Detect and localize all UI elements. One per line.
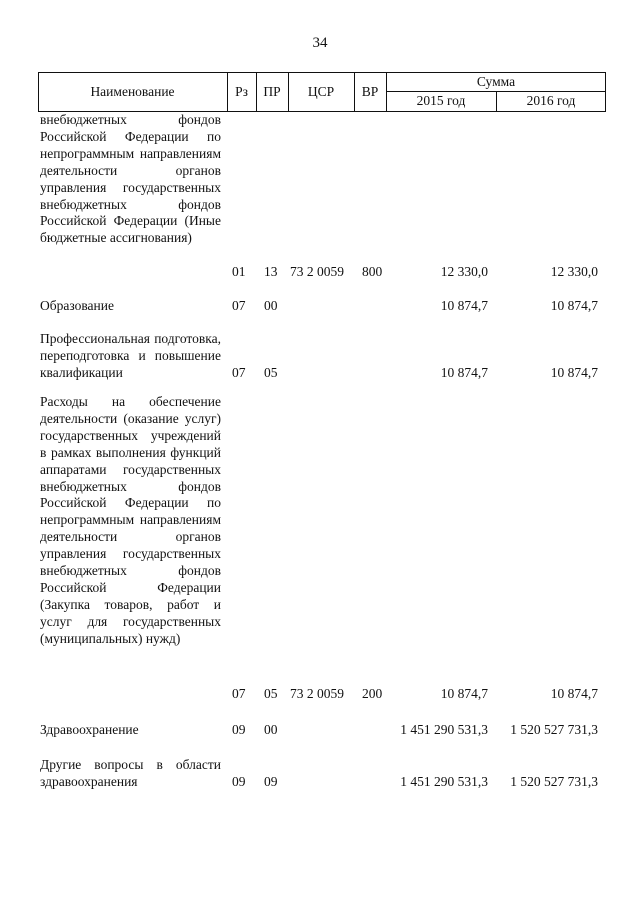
- row-csr: 73 2 0059: [290, 686, 344, 701]
- row-sum-2016: 12 330,0: [550, 264, 598, 279]
- row-sum-2015: 10 874,7: [440, 365, 488, 380]
- header-rz: Рз: [235, 84, 248, 99]
- row-sum-2015: 1 451 290 531,3: [400, 774, 488, 789]
- row-sum-2016: 10 874,7: [550, 365, 598, 380]
- row-rz: 07: [232, 298, 246, 313]
- row-rz: 01: [232, 264, 246, 279]
- row-sum-2015: 10 874,7: [440, 686, 488, 701]
- row-name: Здравоохранение: [40, 722, 139, 737]
- row-pr: 05: [264, 365, 278, 380]
- header-top-border: [38, 72, 606, 73]
- row-sum-2015: 12 330,0: [440, 264, 488, 279]
- row-sum-2016: 1 520 527 731,3: [510, 774, 598, 789]
- row-name: Образование: [40, 298, 114, 313]
- row-rz: 09: [232, 722, 246, 737]
- header-vr: ВР: [361, 84, 379, 99]
- row-sum-2015: 1 451 290 531,3: [400, 722, 488, 737]
- table-header: [38, 72, 606, 112]
- header-year-2015: 2015 год: [416, 93, 466, 108]
- row-vr: 800: [362, 264, 383, 279]
- page-number: 34: [312, 35, 328, 51]
- header-csr: ЦСР: [307, 84, 335, 99]
- row-pr: 00: [264, 298, 278, 313]
- row-sum-2016: 1 520 527 731,3: [510, 722, 598, 737]
- row-vr: 200: [362, 686, 383, 701]
- row-sum-2016: 10 874,7: [550, 298, 598, 313]
- row-pr: 05: [264, 686, 278, 701]
- row-csr: 73 2 0059: [290, 264, 344, 279]
- row-pr: 13: [264, 264, 278, 279]
- row-rz: 09: [232, 774, 246, 789]
- row-rz: 07: [232, 686, 246, 701]
- row-rz: 07: [232, 365, 246, 380]
- row-sum-2016: 10 874,7: [550, 686, 598, 701]
- row-name: Профессиональная подготовка, переподготовка и повышение квалификации: [40, 331, 221, 380]
- header-sum: Сумма: [476, 74, 516, 89]
- row-name: Другие вопросы в области здравоохранения: [40, 757, 221, 789]
- row-name: Расходы на обеспечение деятельности (оказание услуг) государственных учреждений в рамках выполнения функций аппаратами государственных внебюджетных фондов Российской Федерации по непрограммным направлениям деятельности органов управления государственных внебюджетных фондов Российской Федерации (Закупка товаров, работ и услуг для государственных (муниципальных) нужд): [40, 394, 221, 646]
- header-year-2016: 2016 год: [526, 93, 576, 108]
- row-pr: 09: [264, 774, 278, 789]
- row-name: внебюджетных фондов Российской Федерации по непрограммным направлениям деятельности органов управления государственных внебюджетных фондов Российской Федерации (Иные бюджетные ассигнования): [40, 112, 221, 246]
- header-pr: ПР: [263, 84, 281, 99]
- row-sum-2015: 10 874,7: [440, 298, 488, 313]
- row-pr: 00: [264, 722, 278, 737]
- header-name: Наименование: [90, 84, 175, 99]
